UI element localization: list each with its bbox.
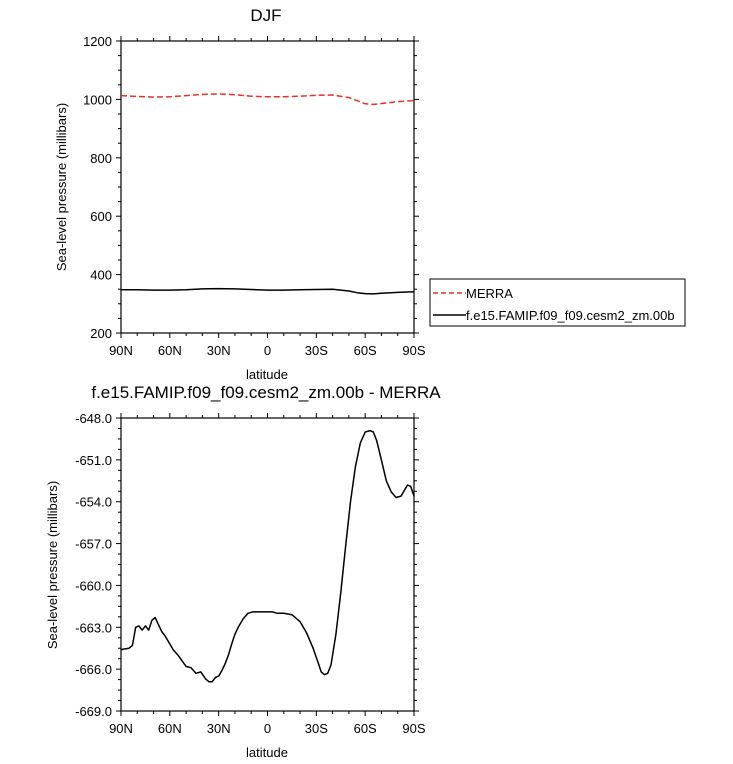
bottom-chart-plot-frame <box>121 418 414 711</box>
top-chart-ytick-label: 600 <box>90 209 112 225</box>
top-chart-x-axis-label: latitude <box>246 367 288 382</box>
bottom-chart-xtick-label: 60S <box>353 721 377 736</box>
top-chart-ytick-label: 1000 <box>83 92 112 108</box>
top-chart-ytick-label: 800 <box>90 150 112 166</box>
bottom-chart-xtick-label: 30N <box>206 721 231 736</box>
top-chart-xtick-label: 30S <box>304 343 328 358</box>
bottom-chart-ytick-label: -651.0 <box>75 452 112 468</box>
bottom-chart-xtick-label: 90S <box>402 721 426 736</box>
top-chart-xtick-label: 60S <box>353 343 377 358</box>
bottom-chart-ytick-label: -669.0 <box>75 704 112 719</box>
legend-label-model: f.e15.FAMIP.f09_f09.cesm2_zm.00b <box>466 308 675 323</box>
bottom-chart-xtick-label: 0 <box>263 721 272 736</box>
top-chart-xtick-label: 30N <box>206 343 231 358</box>
bottom-chart-x-axis <box>109 413 426 736</box>
top-chart-plot-frame <box>121 41 414 333</box>
bottom-chart-ytick-label: -663.0 <box>75 620 112 636</box>
bottom-chart-xtick-label: 90N <box>109 721 133 736</box>
top-chart-ytick-label: 200 <box>90 326 112 341</box>
bottom-chart-ytick-label: -657.0 <box>75 536 112 552</box>
legend-label-merra: MERRA <box>466 286 513 301</box>
top-chart-series-model <box>121 289 414 294</box>
bottom-chart-ytick-label: -666.0 <box>75 662 112 678</box>
bottom-chart-xtick-label: 30S <box>304 721 328 736</box>
top-chart-title: DJF <box>250 6 282 25</box>
top-chart <box>54 6 685 382</box>
bottom-chart-xtick-label: 60N <box>157 721 182 736</box>
top-chart-xtick-label: 0 <box>263 343 272 358</box>
bottom-chart-x-axis-label: latitude <box>246 745 288 760</box>
top-chart-xtick-label: 90S <box>402 343 426 358</box>
top-chart-y-axis-label: Sea-level pressure (millibars) <box>54 102 69 272</box>
bottom-chart-series-difference <box>121 431 414 682</box>
bottom-chart-title: f.e15.FAMIP.f09_f09.cesm2_zm.00b - MERRA <box>91 383 441 402</box>
bottom-chart-y-axis <box>75 411 419 719</box>
top-chart-series <box>121 94 414 294</box>
bottom-chart-ytick-label: -654.0 <box>75 494 112 510</box>
top-chart-series-merra <box>121 94 414 105</box>
bottom-chart-ytick-label: -648.0 <box>75 411 112 426</box>
top-chart-y-axis <box>83 34 419 341</box>
top-chart-x-axis <box>109 36 426 358</box>
bottom-chart-ytick-label: -660.0 <box>75 578 112 594</box>
bottom-chart-series <box>121 431 414 682</box>
top-chart-legend <box>430 279 685 326</box>
top-chart-ytick-label: 400 <box>90 267 112 283</box>
bottom-chart <box>45 383 441 760</box>
top-chart-ytick-label: 1200 <box>83 34 112 49</box>
bottom-chart-y-axis-label: Sea-level pressure (millibars) <box>45 480 60 650</box>
top-chart-xtick-label: 60N <box>157 343 182 358</box>
top-chart-xtick-label: 90N <box>109 343 133 358</box>
